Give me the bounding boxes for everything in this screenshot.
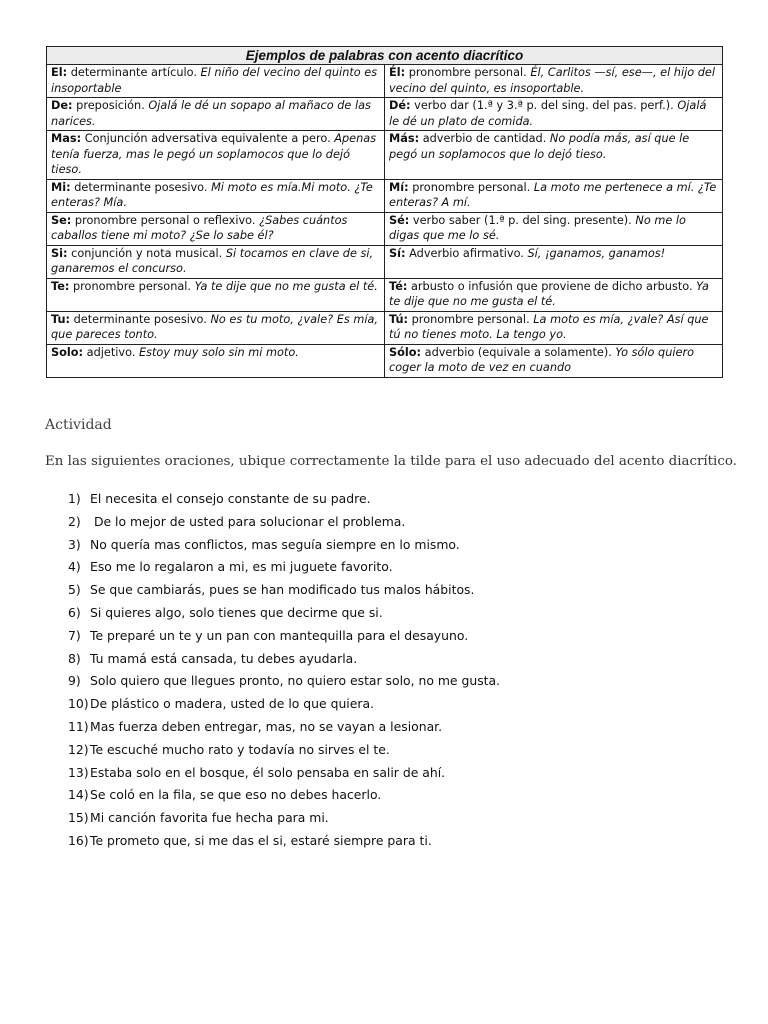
word-definition: determinante posesivo.: [70, 180, 212, 194]
word-definition: Conjunción adversativa equivalente a pero.: [81, 132, 335, 145]
item-number: 4): [68, 559, 81, 575]
item-number: 12): [68, 741, 89, 757]
item-text: Te prometo que, si me das el si, estaré siempre para ti.: [90, 832, 432, 848]
word-definition: arbusto o infusión que proviene de dicho arbusto.: [407, 279, 697, 293]
item-text: Eso me lo regalaron a mi, es mi juguete favorito.: [90, 559, 393, 575]
word-definition: adjetivo.: [83, 345, 139, 359]
list-item: [68, 741, 500, 764]
word-example: No me lo digas que me lo sé.: [389, 213, 686, 242]
table-body: [47, 65, 723, 378]
word-definition: pronombre personal o reflexivo.: [71, 213, 260, 227]
item-number: 3): [68, 536, 81, 552]
word-term: Mi:: [51, 180, 71, 194]
word-term: Dé:: [389, 99, 411, 112]
word-definition: preposición.: [72, 99, 149, 112]
word-term: Sí:: [389, 246, 406, 260]
item-text: Estaba solo en el bosque, él solo pensaba en salir de ahí.: [90, 764, 446, 780]
accented-word-cell: [385, 179, 723, 212]
word-term: Te:: [51, 279, 70, 293]
item-number: 10): [68, 696, 89, 712]
unaccented-word-cell: [47, 344, 385, 377]
item-text: De lo mejor de usted para solucionar el problema.: [90, 513, 406, 529]
word-example: La moto me pertenece a mí. ¿Te enteras? A mí.: [389, 180, 717, 209]
item-text: Solo quiero que llegues pronto, no quiero estar solo, no me gusta.: [90, 673, 501, 689]
list-item: [68, 627, 500, 650]
word-term: Sé:: [389, 213, 410, 227]
word-example: Si tocamos en clave de si, ganaremos el concurso.: [51, 246, 374, 275]
activity-title: Actividad: [45, 417, 112, 433]
accented-word-cell: [385, 278, 723, 311]
table-row: [47, 212, 723, 245]
word-definition: conjunción y nota musical.: [67, 246, 226, 260]
list-item: [68, 581, 500, 604]
item-number: 5): [68, 582, 81, 598]
unaccented-word-cell: [47, 131, 385, 180]
word-term: Él:: [389, 66, 406, 79]
table-row: [47, 65, 723, 98]
word-term: De:: [51, 99, 73, 112]
list-item: [68, 764, 500, 787]
word-term: El:: [51, 66, 68, 79]
word-term: Mí:: [389, 180, 409, 194]
word-example: ¿Sabes cuántos caballos tiene mi moto? ¿Se lo sabe él?: [51, 213, 348, 242]
list-item: [68, 695, 500, 718]
list-item: [68, 718, 500, 741]
item-number: 13): [68, 764, 89, 780]
word-definition: pronombre personal.: [405, 66, 531, 79]
word-term: Tu:: [51, 312, 71, 326]
word-term: Solo:: [51, 345, 84, 359]
table-row: [47, 179, 723, 212]
word-term: Más:: [389, 132, 420, 145]
unaccented-word-cell: [47, 65, 385, 98]
word-definition: verbo saber (1.ª p. del sing. presente).: [409, 213, 636, 227]
accented-word-cell: [385, 98, 723, 131]
diacritic-examples-table: [46, 46, 723, 378]
list-item: [68, 513, 500, 536]
item-number: 9): [68, 673, 81, 689]
word-term: Si:: [51, 246, 68, 260]
word-example: Ya te dije que no me gusta el té.: [194, 279, 378, 293]
table-row: [47, 311, 723, 344]
list-item: [68, 536, 500, 559]
item-number: 14): [68, 787, 89, 803]
unaccented-word-cell: [47, 212, 385, 245]
list-item: [68, 490, 500, 513]
word-term: Té:: [389, 279, 408, 293]
item-text: Si quieres algo, solo tienes que decirme que si.: [90, 604, 383, 620]
item-text: Mi canción favorita fue hecha para mi.: [90, 810, 329, 826]
item-number: 1): [68, 491, 81, 506]
item-number: 11): [68, 718, 89, 734]
word-example: Sí, ¡ganamos, ganamos!: [527, 246, 666, 260]
table-title: Ejemplos de palabras con acento diacrítico: [47, 47, 723, 65]
word-term: Sólo:: [389, 345, 422, 359]
item-number: 15): [68, 810, 89, 826]
word-definition: pronombre personal.: [408, 180, 534, 194]
table-row: [47, 98, 723, 131]
unaccented-word-cell: [47, 179, 385, 212]
word-term: Se:: [51, 213, 72, 227]
word-example: No podía más, así que le pegó un soplamocos que lo dejó tieso.: [389, 132, 690, 161]
table-row: [47, 245, 723, 278]
item-number: 7): [68, 627, 81, 643]
list-item: [68, 650, 500, 673]
accented-word-cell: [385, 212, 723, 245]
activity-instruction: En las siguientes oraciones, ubique correctamente la tilde para el uso adecuado del acento diacrítico.: [45, 454, 737, 469]
word-example: Mi moto es mía.Mi moto. ¿Te enteras? Mía.: [51, 180, 373, 209]
word-definition: verbo dar (1.ª y 3.ª p. del sing. del pas. perf.).: [410, 99, 678, 112]
list-item: [68, 832, 500, 855]
word-definition: determinante posesivo.: [70, 312, 211, 326]
item-number: 6): [68, 604, 81, 620]
word-example: Estoy muy solo sin mi moto.: [138, 345, 299, 359]
word-definition: determinante artículo.: [67, 66, 201, 79]
accented-word-cell: [385, 131, 723, 180]
unaccented-word-cell: [47, 98, 385, 131]
item-text: El necesita el consejo constante de su padre.: [90, 491, 371, 506]
unaccented-word-cell: [47, 245, 385, 278]
unaccented-word-cell: [47, 278, 385, 311]
word-example: Yo sólo quiero coger la moto de vez en cuando: [389, 345, 694, 374]
word-example: Ojalá le dé un sopapo al mañaco de las narices.: [51, 99, 371, 128]
word-definition: pronombre personal.: [408, 312, 534, 326]
accented-word-cell: [385, 245, 723, 278]
list-item: [68, 672, 500, 695]
item-text: Se coló en la fila, se que eso no debes hacerlo.: [90, 787, 382, 803]
unaccented-word-cell: [47, 311, 385, 344]
table-row: [47, 278, 723, 311]
item-text: Te escuché mucho rato y todavía no sirves el te.: [90, 741, 390, 757]
word-example: Ya te dije que no me gusta el té.: [389, 279, 709, 308]
word-example: Ojalá le dé un plato de comida.: [389, 99, 707, 128]
word-definition: adverbio (equivale a solamente).: [421, 345, 616, 359]
table-row: [47, 131, 723, 180]
table-row: [47, 344, 723, 377]
word-example: No es tu moto, ¿vale? Es mía, que pareces tonto.: [51, 312, 379, 341]
word-example: La moto es mía, ¿vale? Así que tú no tienes moto. La tengo yo.: [389, 312, 709, 341]
item-number: 2): [68, 513, 81, 529]
list-item: [68, 809, 500, 832]
item-number: 16): [68, 832, 89, 848]
word-definition: adverbio de cantidad.: [419, 132, 550, 145]
word-term: Tú:: [389, 312, 409, 326]
word-example: El niño del vecino del quinto es insoportable: [51, 66, 378, 95]
list-item: [68, 558, 500, 581]
word-example: Él, Carlitos —sí, ese—, el hijo del vecino del quinto, es insoportable.: [389, 66, 715, 95]
item-text: De plástico o madera, usted de lo que quiera.: [90, 696, 374, 712]
accented-word-cell: [385, 344, 723, 377]
item-text: Tu mamá está cansada, tu debes ayudarla.: [90, 650, 358, 666]
word-example: Apenas tenía fuerza, mas le pegó un soplamocos que lo dejó tieso.: [51, 132, 377, 176]
exercise-list: [68, 490, 500, 855]
item-text: No quería mas conflictos, mas seguía siempre en lo mismo.: [90, 536, 460, 552]
list-item: [68, 786, 500, 809]
word-definition: pronombre personal.: [69, 279, 195, 293]
list-item: [68, 604, 500, 627]
item-text: Se que cambiarás, pues se han modificado tus malos hábitos.: [90, 582, 475, 598]
word-definition: Adverbio afirmativo.: [405, 246, 528, 260]
item-text: Te preparé un te y un pan con mantequilla para el desayuno.: [90, 627, 469, 643]
item-number: 8): [68, 650, 81, 666]
accented-word-cell: [385, 65, 723, 98]
accented-word-cell: [385, 311, 723, 344]
item-text: Mas fuerza deben entregar, mas, no se vayan a lesionar.: [90, 718, 443, 734]
word-term: Mas:: [51, 132, 82, 145]
